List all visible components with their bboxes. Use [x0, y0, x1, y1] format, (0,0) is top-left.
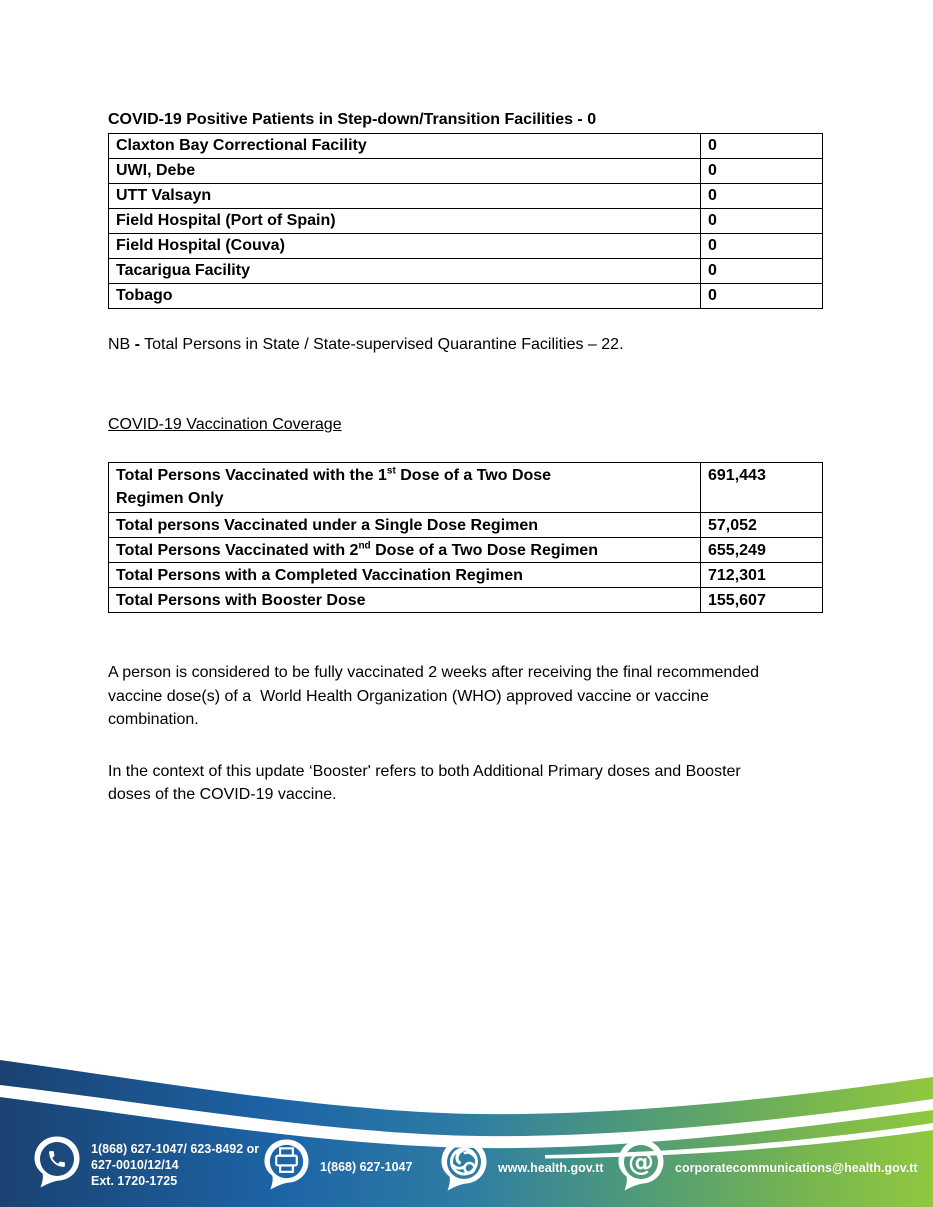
paragraph-line: A person is considered to be fully vaccinated 2 weeks after receiving the final recommended: [108, 664, 760, 681]
vax-label: Total Persons with Booster Dose: [109, 588, 701, 613]
footer-contact-email: [617, 1138, 918, 1197]
paragraph-line: In the context of this update ‘Booster' refers to both Additional Primary doses and Booster: [108, 762, 741, 780]
step-down-facilities-table: [108, 133, 823, 309]
facility-value: 0: [701, 284, 823, 309]
vaccination-coverage-heading: COVID-19 Vaccination Coverage: [108, 416, 342, 433]
vaccination-coverage-table: [108, 462, 823, 613]
table-row: [109, 284, 823, 309]
page-content: [108, 111, 874, 807]
phone-icon: [33, 1135, 81, 1194]
table-row: [109, 234, 823, 259]
at-icon: [617, 1138, 665, 1197]
table-row: [109, 538, 823, 563]
ordinal-superscript: nd: [358, 540, 371, 552]
facility-label: Tacarigua Facility: [109, 259, 701, 284]
footer-banner: [0, 1040, 933, 1207]
facility-label: Tobago: [109, 284, 701, 309]
table-row: [109, 184, 823, 209]
vax-value: 712,301: [701, 563, 823, 588]
ordinal-superscript: st: [386, 465, 396, 477]
facility-value: 0: [701, 234, 823, 259]
nb-note-pre: NB: [108, 336, 135, 353]
table-row: [109, 463, 823, 513]
facility-label: UWI, Debe: [109, 159, 701, 184]
fully-vaccinated-definition-paragraph: [108, 661, 874, 732]
table-row: [109, 563, 823, 588]
fax-number-text: 1(868) 627-1047: [320, 1160, 413, 1174]
vax-label: Total Persons with a Completed Vaccination Regimen: [109, 563, 701, 588]
table-row: [109, 588, 823, 613]
table-row: [109, 159, 823, 184]
paragraph-line: vaccine dose(s) of a World Health Organization (WHO) approved vaccine or vaccine: [108, 687, 709, 705]
vax-label: Total persons Vaccinated under a Single Dose Regimen: [109, 513, 701, 538]
facility-label: Claxton Bay Correctional Facility: [109, 134, 701, 159]
phone-numbers-text: 1(868) 627-1047/ 623-8492 or 627-0010/12/14 Ext. 1720-1725: [91, 1141, 260, 1188]
email-address-text: corporatecommunications@health.gov.tt: [675, 1160, 918, 1175]
table-row: [109, 259, 823, 284]
website-url-text: www.health.gov.tt: [498, 1160, 604, 1175]
nb-quarantine-note: [108, 336, 874, 354]
facility-value: 0: [701, 209, 823, 234]
facility-label: UTT Valsayn: [109, 184, 701, 209]
facility-value: 0: [701, 159, 823, 184]
nb-note-post: Total Persons in State / State-supervised Quarantine Facilities – 22.: [140, 336, 624, 353]
vax-label: Total Persons Vaccinated with 2nd Dose of a Two Dose Regimen: [109, 538, 701, 563]
table-row: [109, 134, 823, 159]
globe-icon: [440, 1138, 488, 1197]
fax-icon: [263, 1138, 310, 1196]
footer-contact-fax: [263, 1138, 412, 1196]
footer-contact-website: [440, 1138, 604, 1197]
footer-contact-phone: [33, 1135, 259, 1194]
facility-value: 0: [701, 184, 823, 209]
paragraph-line: combination.: [108, 711, 199, 728]
vax-value: 691,443: [701, 463, 823, 513]
paragraph-line: doses of the COVID-19 vaccine.: [108, 786, 337, 803]
svg-text:@: @: [628, 1147, 654, 1178]
nb-note-dash: -: [134, 336, 140, 353]
table-row: [109, 513, 823, 538]
facility-value: 0: [701, 259, 823, 284]
vax-value: 155,607: [701, 588, 823, 613]
facility-value: 0: [701, 134, 823, 159]
step-down-title: COVID-19 Positive Patients in Step-down/Transition Facilities - 0: [108, 111, 597, 128]
booster-definition-paragraph: [108, 760, 874, 807]
vax-value: 57,052: [701, 513, 823, 538]
vax-label: Total Persons Vaccinated with the 1st Dose of a Two Dose Regimen Only: [109, 463, 701, 513]
vax-value: 655,249: [701, 538, 823, 563]
table-row: [109, 209, 823, 234]
vax-label-line2: Regimen Only: [116, 490, 224, 507]
facility-label: Field Hospital (Couva): [109, 234, 701, 259]
facility-label: Field Hospital (Port of Spain): [109, 209, 701, 234]
